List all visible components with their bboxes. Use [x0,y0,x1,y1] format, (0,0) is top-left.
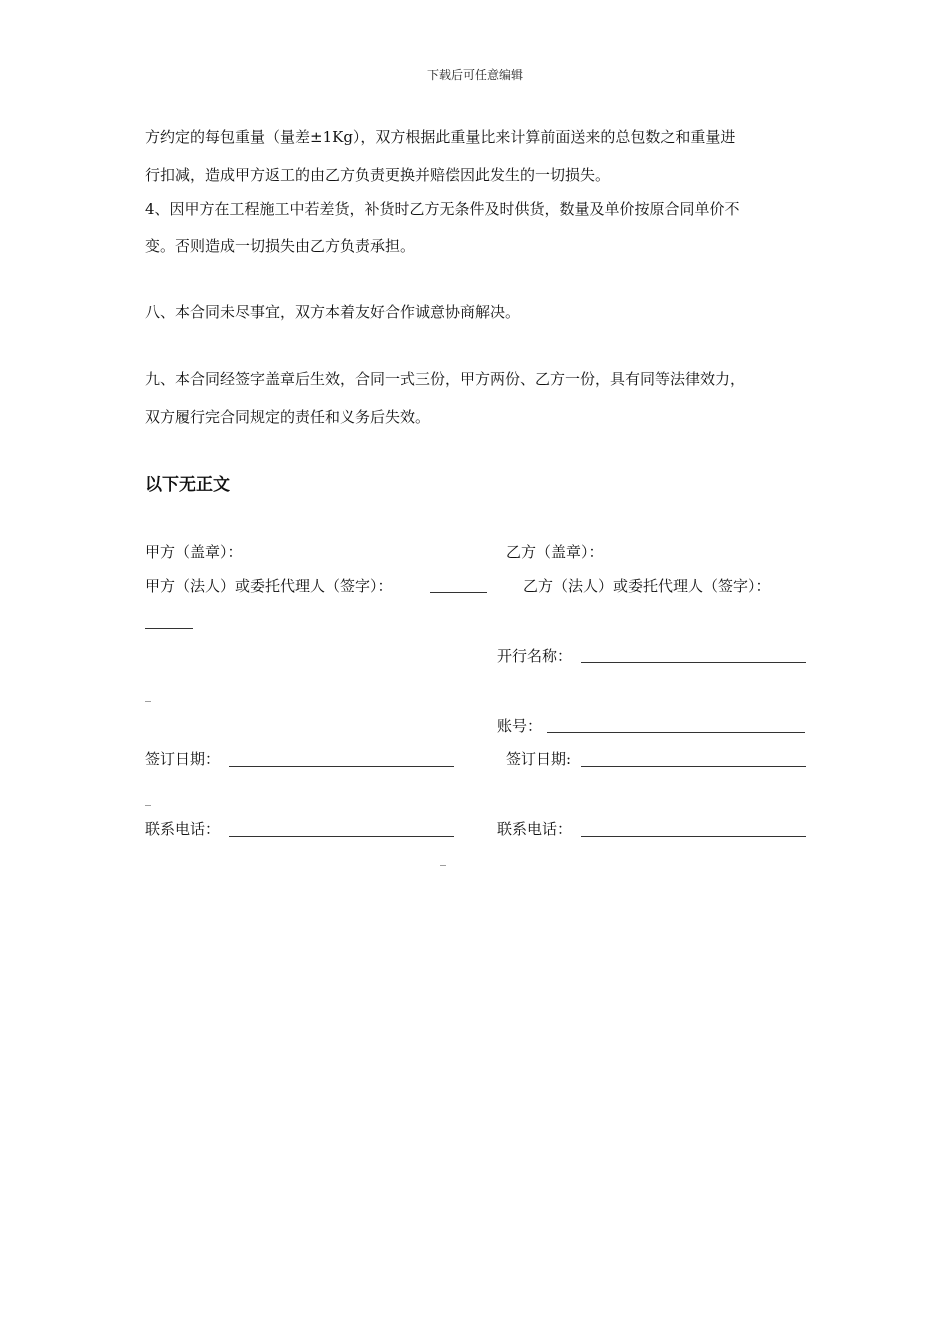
clause-8: 八、本合同未尽事宜，双方本着友好合作诚意协商解决。 [145,303,521,321]
sign-date-b-line [581,766,806,767]
paragraph-line: 行扣减，造成甲方返工的由乙方负责更换并赔偿因此发生的一切损失。 [145,166,611,184]
party-b-seal-label: 乙方（盖章）： [506,543,604,561]
dash-mark: _ [145,792,151,806]
clause-9-line: 双方履行完合同规定的责任和义务后失效。 [145,408,431,426]
party-a-representative-label: 甲方（法人）或委托代理人（签字）： [145,577,393,595]
sign-date-a-label: 签订日期： [145,750,221,768]
phone-a-label: 联系电话： [145,820,221,838]
account-label: 账号： [497,717,543,735]
sign-date-b-label: 签订日期: [506,750,572,768]
clause-9-line: 九、本合同经签字盖章后生效，合同一式三份，甲方两份、乙方一份，具有同等法律效力， [145,370,746,388]
account-line [547,732,805,733]
phone-b-line [581,836,806,837]
phone-a-line [229,836,454,837]
bank-name-label: 开行名称： [497,647,573,665]
dash-mark: _ [145,688,151,702]
dash-mark: _ [440,852,446,866]
party-b-signature-line [145,628,193,629]
paragraph-line: 变。否则造成一切损失由乙方负责承担。 [145,237,416,255]
party-a-signature-line [430,592,487,593]
bank-name-line [581,662,806,663]
party-b-representative-label: 乙方（法人）或委托代理人（签字）： [523,577,771,595]
no-more-text-heading: 以下无正文 [145,475,230,495]
phone-b-label: 联系电话： [497,820,573,838]
paragraph-line: 方约定的每包重量（量差±1Kg），双方根据此重量比来计算前面送来的总包数之和重量进 [145,128,736,146]
page-header: 下载后可任意编辑 [426,68,523,82]
party-a-seal-label: 甲方（盖章）： [145,543,243,561]
sign-date-a-line [229,766,454,767]
paragraph-line: 4、因甲方在工程施工中若差货，补货时乙方无条件及时供货，数量及单价按原合同单价不 [145,200,740,218]
